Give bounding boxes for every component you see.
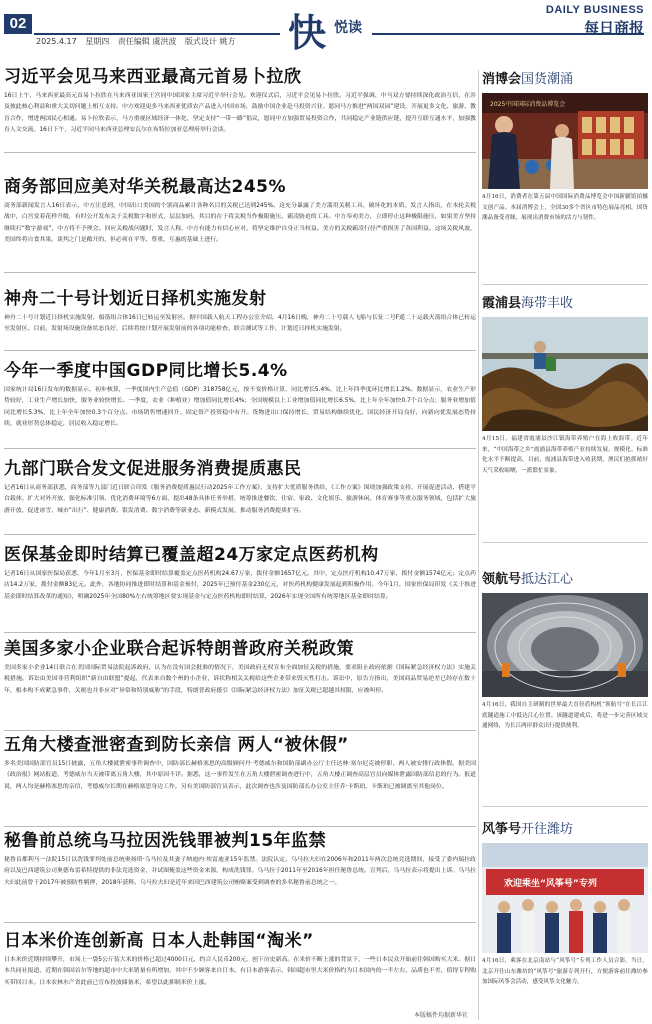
photo-story-title[interactable]: 领航号抵达江心: [482, 572, 574, 587]
photo-story-title[interactable]: 消博会国货潮涌: [482, 72, 574, 87]
article-body: 神舟二十号计划近日择机实施发射，船箭组合体16日已转运至发射区。据中国载人航天工程办公室介绍，4月16日晚，神舟二十号载人飞船与长征二号F遥二十运载火箭组合体已转运至发射区。目前，发射场设施设备状态良好，后续将按计划开展发射前的各项功能检查、联合测试等工作，计划近日择机实施发射。: [4, 315, 476, 333]
article-body: 美国多家小企业14日联合在美国国际贸易法院起诉政府，认为在没有国会批准的情况下，美国政府无权宣布全面加征关税的措施，要求阻止政府依据《国际紧急经济权力法》实施关税措施。诉讼由美国非营利组织“新自由联盟”提起，代表来自数个州的小企业，诉状称相关关税给这些企业带来毁灭性打击。诉讼中，原告方指出，美国商品贸易逆差已经存在数十年，根本构不成紧急事件，关税也并非应对“异常和特别威胁”的手段，特朗普政府援引《国际紧急经济权力法》加征关税已超越其权限，应被叫停。: [4, 665, 476, 694]
article-5: [4, 458, 476, 551]
photo-story-4: [482, 818, 648, 1024]
article-headline[interactable]: 九部门联合发文促进服务消费提质惠民: [4, 459, 302, 479]
article-1: [4, 66, 476, 148]
page-number: 02: [4, 14, 32, 34]
article-7: [4, 638, 476, 731]
article-body: 记者16日从国家医保局获悉，今年1月至3月，医保基金即时结算覆盖定点医药机构24.67万家，拨付金额1657亿元。其中，定点医疗机构10.47万家，拨付金额1574亿元；定点药店14.2万家，拨付金额83亿元。此外，各地协同推进即时结算和基金预付，2025年已预付基金230亿元，对医药机构健康发展起到积极作用。今年1月，国家医保局印发《关于推进基金即时结算改革的通知》，明确2025年全国80%左右统筹地区要实现基金与定点医药机构即时结算，2026年实现全国所有统筹地区基金即时结算。: [4, 571, 476, 600]
photo-tunnel-image: [482, 593, 648, 697]
article-3: [4, 288, 476, 347]
photo-story-title[interactable]: 霞浦县海带丰收: [482, 296, 574, 311]
photo-tunnel-boring[interactable]: [482, 593, 648, 697]
article-divider: [4, 534, 476, 535]
photo-kelp-harvest[interactable]: [482, 317, 648, 431]
header-rule: [34, 33, 280, 35]
article-headline[interactable]: 今年一季度中国GDP同比增长5.4%: [4, 361, 288, 381]
article-body: 秘鲁首都利马一法院15日以洗钱罪判处前总统奥扬塔·乌马拉及其妻子纳迪内·埃雷迪亚15年监禁。法院认定，乌马拉夫妇在2006年和2011年两次总统竞选期间，接受了委内瑞拉政府以及巴西建筑公司奥德布雷希特提供的非法竞选资金，并试图掩盖这些资金来源，构成洗钱罪。乌马拉于2011年至2016年担任秘鲁总统。宣判后，乌马拉表示将提出上诉。乌马拉夫妇此前曾于2017年被预防性羁押，2018年获释。乌马拉夫妇是近年来因巴西建筑公司贿赂案受到调查的多名秘鲁前总统之一。: [4, 857, 476, 886]
article-headline[interactable]: 秘鲁前总统乌马拉因洗钱罪被判15年监禁: [4, 831, 327, 851]
photo-story-1: [482, 68, 648, 256]
article-divider: [4, 448, 476, 449]
section-logo-kuai: 快: [288, 10, 325, 55]
article-body: 商务部新闻发言人16日表示，中方注意到，中国出口美国的个别商品累计各种名目的关税已达到245%。这充分暴露了美方滥用关税工具、破坏化的本质。发言人指出，在本轮关税战中，白宫变着花样升级，有时公开发布关于关税数字和形式，层层加码，其目的在于将关税当作极限施压、霸凌胁迫的工具。中方奉劝美方，立即停止这种极限施压，如果美方坚持继续打“数字游戏”，中方将不予理会。回应关税战问题时，发言人称，中方有能力有信心应对，将坚定维护自身正当权益。美方的关税霸凌行径严重损害了各国利益。这场关税风波，美国终将自食其果。谈判之门是敞开的，但必须在平等、尊重、互惠的基础上进行。: [4, 203, 476, 244]
page-header: [0, 0, 652, 64]
article-2: [4, 176, 476, 269]
article-9: [4, 830, 476, 912]
article-headline[interactable]: 商务部回应美对华关税最高达245%: [4, 177, 287, 197]
article-divider: [4, 922, 476, 923]
designer-credit: 版式设计 姚方: [184, 37, 236, 46]
brand-english: DAILY BUSINESS: [545, 4, 644, 16]
column-rule: [478, 70, 479, 1020]
article-divider: [4, 152, 476, 153]
article-divider: [4, 730, 476, 731]
article-headline[interactable]: 习近平会见马来西亚最高元首易卜拉欣: [4, 67, 302, 87]
photo-sidebar: [482, 66, 648, 1024]
photo-caption: 4月16日，消费者在第五届中国国际消费品博览会中国新疆馆拍摄文创产品。本届消博会上，全国30多个省区市特色展品亮相，国货潮品备受青睐，展现出消费市场的活力与韧性。: [482, 194, 648, 221]
article-4: [4, 360, 476, 442]
article-divider: [4, 272, 476, 273]
article-divider: [4, 350, 476, 351]
article-headline[interactable]: 医保基金即时结算已覆盖超24万家定点医药机构: [4, 545, 379, 565]
page-credit: 本版稿件均据新华社: [413, 1012, 468, 1019]
article-body: 记者16日从商务部获悉，商务部等九部门近日联合印发《服务消费提质惠民行动2025年工作方案》，支持扩大优质服务供给，《工作方案》围绕加强政策支持、开展促进活动、搭建平台载体、扩大对外开放、强化标准引领、优化消费环境等6方面，提出48条具体任务举措，统筹推进餐饮、住宿、家政、文化娱乐、旅游休闲、体育赛事等重点服务领域，包括扩大旅游开放、促进冰雪、城市“出行”、健康消费、银发消费、数字消费等新业态、新模式发展，推动服务消费提质扩容。: [4, 485, 476, 514]
photo-caption: 4月16日，我国自主研制的世界最大直径盾构机“领航号”在长江江底隧道施工中抵达江心位置。该隧道建成后，将进一步完善区域交通网络，为长江两岸群众出行提供便利。: [482, 702, 648, 729]
article-body: 多名美国国防部官员15日披露，五角大楼就泄密事件调查中，国防部长赫格塞思的高级顾问丹·考德威尔和国防部副办公厅主任达林·塞尔尼克被停职，两人被安排行政休假。据美国《政治报》网站报道，考德威尔当天被带离五角大楼，其中原因不详。据悉，这一事件发生在五角大楼泄密调查进行中，五角大楼正调查高层官员向媒体泄露国防部信息的行为。报道说，两人均是赫格塞思的亲信，考德威尔长期在赫格塞思身边工作。另有美国防部官员表示，此次调查也涉及国防部长办公室主任乔·卡斯珀，卡斯珀已被调离至其他岗位。: [4, 761, 476, 790]
photo-kelp-image: [482, 317, 648, 431]
article-headline[interactable]: 神舟二十号计划近日择机实施发射: [4, 289, 267, 309]
sidebar-divider: [482, 284, 648, 285]
expo-banner-text: 2025中国国际消费品博览会: [490, 101, 566, 108]
main-column: [4, 66, 476, 1024]
header-meta: [36, 36, 241, 47]
photo-story-2: [482, 292, 648, 518]
photo-story-title[interactable]: 风筝号开往潍坊: [482, 822, 574, 837]
brand-chinese: 每日商报: [583, 19, 644, 37]
article-headline[interactable]: 五角大楼查泄密查到防长亲信 两人“被休假”: [4, 735, 349, 755]
kite-banner-text: 欢迎乘坐“风筝号”专列: [504, 879, 597, 889]
photo-caption: 4月15日，福建省霞浦县沙江镇海带养殖户在海上收海带。近年来，“中国海带之乡”霞浦县海带养殖产业持续发展，规模化、标准化水平不断提高。目前，霞浦县海带进入收获期，渔民们抢抓晴好天气采收晾晒，一派繁忙景象。: [482, 436, 648, 474]
photo-caption: 4月16日，乘客在北京南站与“风筝号”专列工作人员合影。当日，北京开往山东潍坊的“风筝号”旅游专列开行，方便游客前往潍坊参加国际风筝会活动，感受风筝文化魅力。: [482, 958, 648, 985]
article-8: [4, 734, 476, 827]
article-body: 国家统计局16日发布的数据显示，初步核算，一季度国内生产总值（GDP）318758亿元，按不变价格计算，同比增长5.4%，比上年四季度环比增长1.2%。数据显示，农业生产形势较好，工业生产增长加快，服务业较快增长。一季度，农业（种植业）增加值同比增长4%；全国规模以上工业增加值同比增长6.5%，比上年全年加快0.7个百分点；服务业增加值同比增长5.3%，比上年全年加快0.3个百分点。市场销售增速回升，固定资产投资稳中有升。货物进出口保持增长，贸易结构继续优化。国民经济开局良好，向新向优发展态势持续，就业形势总体稳定，居民收入稳定增长。: [4, 387, 476, 428]
article-headline[interactable]: 日本米价连创新高 日本人赴韩国“淘米”: [4, 931, 314, 951]
article-divider: [4, 826, 476, 827]
article-headline[interactable]: 美国多家小企业联合起诉特朗普政府关税政策: [4, 639, 354, 659]
issue-date: 2025.4.17: [36, 37, 77, 46]
sidebar-divider: [482, 806, 648, 807]
photo-kite-image: [482, 843, 648, 953]
photo-kite-train[interactable]: [482, 843, 648, 953]
section-logo-yuedu: 悦读: [334, 20, 362, 36]
article-divider: [4, 632, 476, 633]
article-6: [4, 544, 476, 626]
photo-story-3: [482, 568, 648, 790]
photo-expo-image: [482, 93, 648, 189]
sidebar-divider: [482, 542, 648, 543]
article-body: 日本米价近期持续攀升，市场上一袋5公斤装大米的价格已超过4000日元，约合人民币200元，创下历史新高。在米价不断上涨的背景下，一些日本民众开始前往韩国购买大米。据日本共同社报道，近期在韩国首尔等地的超市中大米销量有所增加，其中不少顾客来自日本。有日本游客表示，韩国超市里大米价格约为日本国内的一半左右，品质也不差，值得专程购买带回日本。日本农林水产省此前已宣布投放储备米，希望以此抑制米价上涨。: [4, 957, 476, 986]
photo-expo-booth[interactable]: [482, 93, 648, 189]
editor-credit: 责任编辑 虞洪波: [117, 37, 177, 46]
article-10: [4, 930, 476, 1012]
issue-weekday: 星期四: [85, 37, 110, 46]
article-body: 16日上午，马来西亚最高元首易卜拉欣在马来西亚国家王宫同中国国家主席习近平举行会见。欢迎仪式后，习近平会见易卜拉欣。习近平强调，中马双方要持续深化政治互信，在涉及彼此核心利益和重大关切问题上相互支持。中方欢迎更多马来西亚优质农产品进入中国市场，鼓励中国企业赴马投资兴业。愿同马方推进“两国双园”建设，开展更多文化、旅游、教育合作，增进两国民心相通。易卜拉欣表示，马方重视区域经济一体化，坚定支持“一带一路”倡议，愿同中方加强贸易投资合作，共同稳定产业链供应链，提升互联互通水平，加强教育人文交流。16日下午，习近平同马来西亚总理安瓦尔在布特拉加亚总理府举行会谈。: [4, 93, 476, 134]
